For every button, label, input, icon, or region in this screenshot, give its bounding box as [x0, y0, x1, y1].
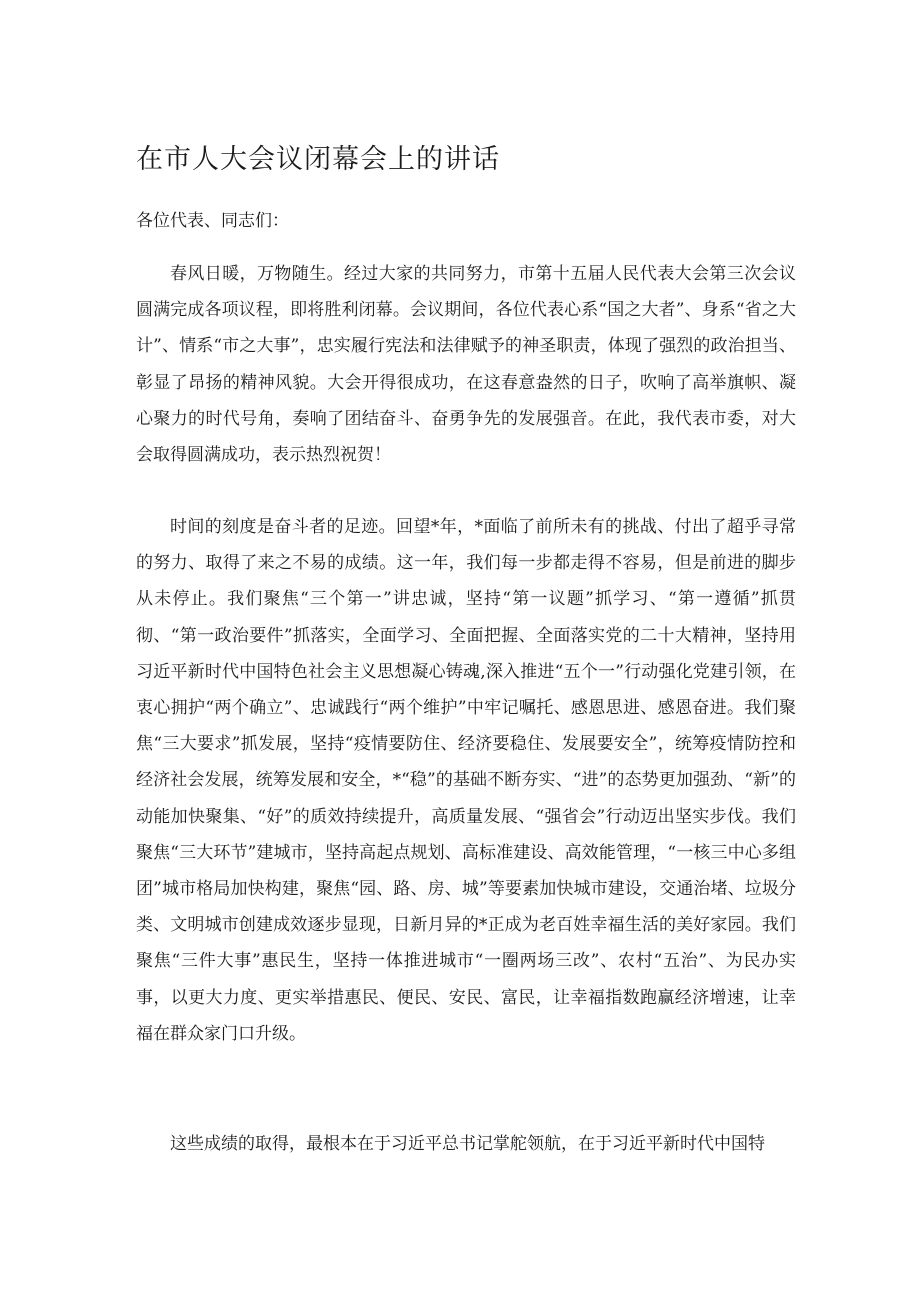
document-title: 在市人大会议闭幕会上的讲话: [136, 144, 500, 175]
salutation: 各位代表、同志们：: [136, 211, 289, 231]
paragraph-2: 时间的刻度是奋斗者的足迹。回望*年，*面临了前所未有的挑战、付出了超乎寻常的努力、取得了来之不易的成绩。这一年，我们每一步都走得不容易，但是前进的脚步从未停止。我们聚焦“三个第一”讲忠诚，坚持“第一议题”抓学习、“第一遵循”抓贯彻、“第一政治要件”抓落实，全面学习、全面把握、全面落实党的二十大精神，坚持用习近平新时代中国特色社会主义思想凝心铸魂,深入推进“五个一”行动强化党建引领，在衷心拥护“两个确立”、忠诚践行“两个维护”中牢记嘱托、感恩思进、感恩奋进。我们聚焦“三大要求”抓发展，坚持“疫情要防住、经济要稳住、发展要安全”，统筹疫情防控和经济社会发展，统筹发展和安全，*“稳”的基础不断夯实、“进”的态势更加强劲、“新”的动能加快聚集、“好”的质效持续提升，高质量发展、“强省会”行动迈出坚实步伐。我们聚焦“三大环节”建城市，坚持高起点规划、高标准建设、高效能管理，“一核三中心多组团”城市格局加快构建，聚焦“园、路、房、城”等要素加快城市建设，交通治堵、垃圾分类、文明城市创建成效逐步显现，日新月异的*正成为老百姓幸福生活的美好家园。我们聚焦“三件大事”惠民生，坚持一体推进城市“一圈两场三改”、农村“五治”、为民办实事，以更大力度、更实举措惠民、便民、安民、富民，让幸福指数跑赢经济增速，让幸福在群众家门口升级。: [136, 517, 796, 1044]
paragraph-1: 春风日暖，万物随生。经过大家的共同努力，市第十五届人民代表大会第三次会议圆满完成各项议程，即将胜利闭幕。会议期间，各位代表心系“国之大者”、身系“省之大计”、情系“市之大事”，忠实履行宪法和法律赋予的神圣职责，体现了强烈的政治担当、彰显了昂扬的精神风貌。大会开得很成功，在这春意盎然的日子，吹响了高举旗帜、凝心聚力的时代号角，奏响了团结奋斗、奋勇争先的发展强音。在此，我代表市委，对大会取得圆满成功，表示热烈祝贺！: [136, 264, 796, 466]
paragraph-3: 这些成绩的取得，最根本在于习近平总书记掌舵领航，在于习近平新时代中国特: [170, 1134, 765, 1154]
